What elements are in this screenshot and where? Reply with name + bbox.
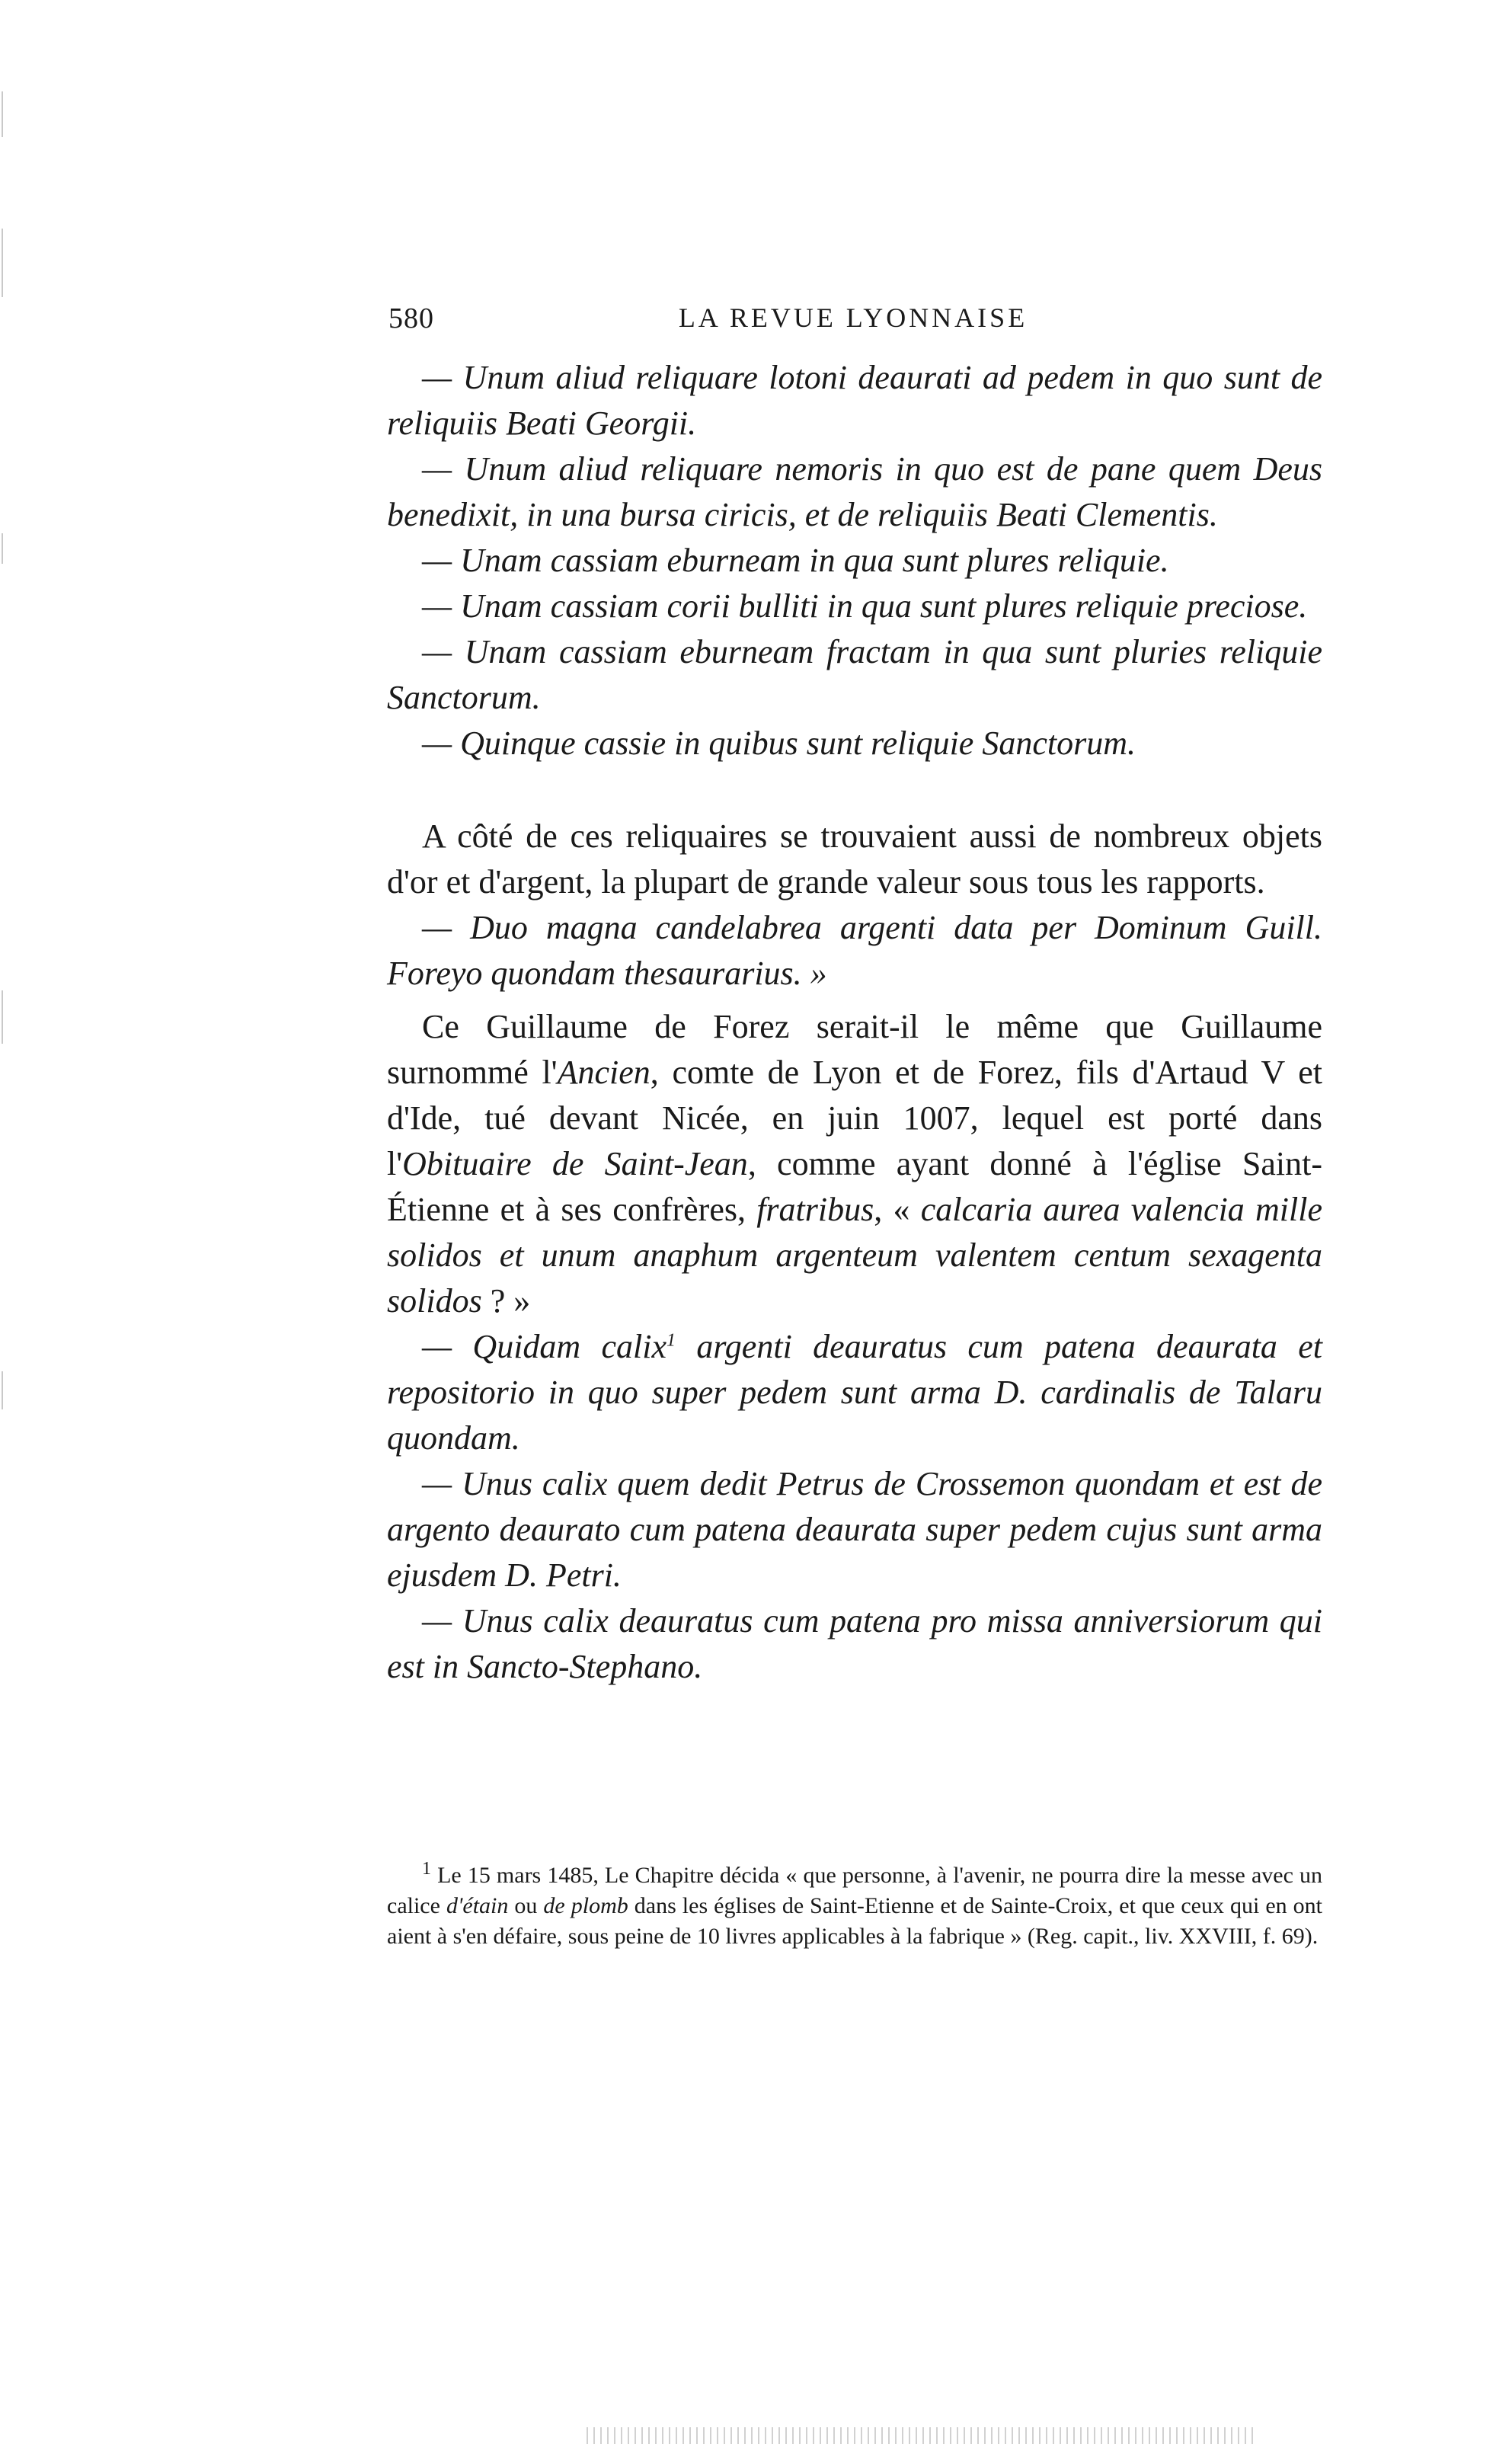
footnote-text-2: ou xyxy=(508,1893,544,1918)
item-cassia-corii: — Unam cassiam corii bulliti in qua sunt plures reliquie preciose. xyxy=(422,587,1308,625)
calix-text-1: — Quidam calix xyxy=(422,1328,667,1365)
guillaume-text-1: Ce Guillaume de Forez serait-il le même que Guillaume surnommé l' xyxy=(387,1008,1322,1091)
guillaume-text-2: , comte de Lyon et de Forez, fils d'Artaud V et d'Ide, tué devant Nicée, en juin 1007, lequel est porté dans l' xyxy=(387,1054,1322,1182)
item-cassia-eburnea: — Unam cassiam eburneam in qua sunt plures reliquie. xyxy=(422,542,1169,579)
footnote-reference: 1 xyxy=(666,1330,676,1351)
guillaume-obituaire: Obituaire de Saint-Jean xyxy=(402,1145,748,1182)
item-calix-anniversiorum: — Unus calix deauratus cum patena pro missa anniversiorum qui est in Sancto-Stephano. xyxy=(387,1602,1322,1685)
section-gap xyxy=(387,766,1322,814)
footnote-plomb: de plomb xyxy=(543,1893,628,1918)
footnote xyxy=(387,1860,1322,1952)
guillaume-ancien: Ancien xyxy=(557,1054,651,1091)
running-title: LA REVUE LYONNAISE xyxy=(678,302,1028,333)
calix-text-2: argenti deauratus cum patena deaurata et repositorio in quo super pedem sunt arma D. cardinalis de Talaru quondam. xyxy=(387,1328,1322,1457)
paragraph-guillaume-de-forez xyxy=(387,1004,1322,1324)
item-reliquary-georgii: — Unum aliud reliquare lotoni deaurati ad pedem in quo sunt de reliquiis Beati Georgii. xyxy=(387,359,1322,442)
paragraph-gap xyxy=(387,996,1322,1004)
guillaume-text-4: , « xyxy=(874,1191,921,1228)
guillaume-calcaria-quote: calcaria aurea valencia mille solidos et unum anaphum argenteum valentem centum sexagenta solidos xyxy=(387,1191,1323,1320)
item-reliquary-nemoris: — Unum aliud reliquare nemoris in quo est de pane quem Deus benedixit, in una bursa ciricis, et de reliquiis Beati Clementis. xyxy=(387,450,1322,533)
guillaume-text-5: ? » xyxy=(481,1282,531,1320)
item-candelabrea: — Duo magna candelabrea argenti data per Dominum Guill. Foreyo quondam thesaurarius. » xyxy=(387,909,1322,992)
item-cassia-fracta: — Unam cassiam eburneam fractam in qua sunt pluries reliquie Sanctorum. xyxy=(387,633,1322,716)
footnote-etain: d'étain xyxy=(446,1893,509,1918)
left-margin-scan-marks xyxy=(0,0,6,2444)
body-text xyxy=(387,355,1322,1690)
paragraph-objets-or-argent: A côté de ces reliquaires se trouvaient aussi de nombreux objets d'or et d'argent, la plupart de grande valeur sous tous les rapports. xyxy=(387,817,1322,901)
guillaume-text-3: , comme ayant donné à l'église Saint-Étienne et à ses confrères, xyxy=(387,1145,1322,1228)
guillaume-fratribus: fratribus xyxy=(756,1191,874,1228)
page-header xyxy=(388,302,1318,347)
item-quidam-calix xyxy=(387,1324,1322,1461)
footnote-number: 1 xyxy=(422,1859,431,1879)
page-number: 580 xyxy=(388,302,434,334)
footnote-text-3: dans les églises de Saint-Etienne et de Sainte-Croix, et que ceux qui en ont aient à s'en défaire, sous peine de 10 livres applicables à la fabrique » (Reg. capit., liv. XXVIII, f. 69). xyxy=(387,1893,1322,1949)
bottom-scan-marks xyxy=(587,2427,1257,2444)
footnote-text-1: Le 15 mars 1485, Le Chapitre décida « que personne, à l'avenir, ne pourra dire la messe avec un calice xyxy=(387,1863,1322,1918)
item-quinque-cassie: — Quinque cassie in quibus sunt reliquie Sanctorum. xyxy=(422,725,1136,762)
item-calix-crossemon: — Unus calix quem dedit Petrus de Crossemon quondam et est de argento deaurato cum patena deaurata super pedem cujus sunt arma ejusdem D. Petri. xyxy=(387,1465,1322,1594)
